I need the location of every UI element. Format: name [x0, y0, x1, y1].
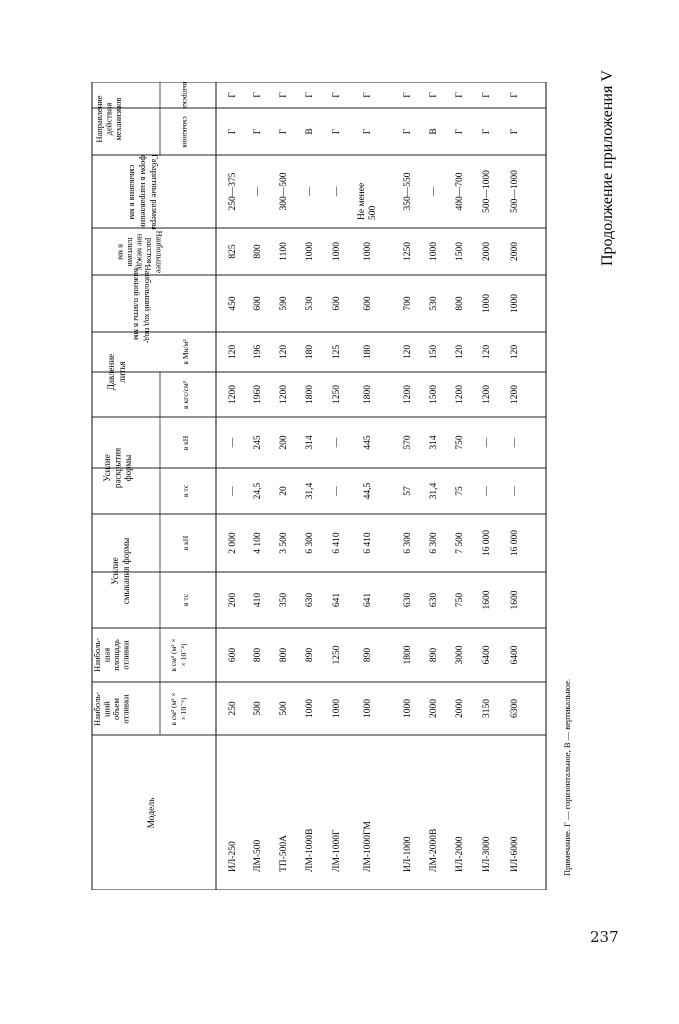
cell-dir2: Г — [403, 92, 413, 98]
cell-model: ИЛ-6000 — [510, 836, 520, 872]
header-opening-force: Усилие — [102, 454, 112, 482]
header-unit-kgs: в кгс/см² — [181, 381, 190, 409]
header-dir-eject: выпрска — [180, 82, 190, 109]
cell-dir2: Г — [482, 92, 492, 98]
equipment-table — [88, 82, 578, 890]
cell-stroke: 700 — [403, 296, 413, 311]
cell-open_ts: — — [332, 486, 342, 496]
cell-p_kgs: 1200 — [482, 385, 492, 404]
cell-open_kn: 200 — [279, 435, 289, 450]
cell-area: 890 — [305, 647, 315, 663]
cell-size: 500 — [368, 205, 378, 220]
cell-model: ЛМ-500 — [253, 839, 263, 872]
cell-dir2: Г — [253, 92, 263, 98]
header-distance: Наибольшее — [154, 230, 164, 274]
header-volume-unit: в см³ (м³ × — [169, 692, 178, 726]
cell-clamp_kn: 6 410 — [363, 532, 373, 554]
cell-dir2: Г — [363, 92, 373, 98]
cell-open_ts: 31,4 — [305, 482, 315, 500]
cell-open_ts: 24,5 — [253, 482, 263, 500]
cell-volume: 500 — [253, 701, 263, 716]
cell-model: ТП-500А — [279, 835, 289, 872]
cell-area: 6400 — [482, 645, 492, 665]
cell-clamp_kn: 16 000 — [510, 529, 520, 557]
cell-dist: 1250 — [403, 242, 413, 261]
table-footnote: Примечание. Г — горизонтальное, В — вертикальное. — [562, 678, 572, 876]
cell-p_mn: 125 — [332, 344, 342, 360]
cell-size: 400—700 — [455, 172, 465, 211]
header-opening-force: формы — [123, 454, 133, 482]
cell-p_mn: 120 — [228, 344, 238, 360]
cell-open_ts: 57 — [403, 486, 413, 496]
cell-clamp_kn: 7 500 — [455, 532, 465, 554]
cell-dist: 825 — [228, 244, 238, 259]
cell-area: 890 — [363, 647, 373, 663]
cell-size: 250—375 — [228, 172, 238, 211]
cell-p_mn: 120 — [279, 344, 289, 360]
page-title-text: Продолжение приложения V — [599, 70, 616, 266]
cell-size: — — [429, 186, 439, 197]
cell-clamp_kn: 6 410 — [332, 532, 342, 554]
cell-volume: 1000 — [363, 699, 373, 718]
cell-p_mn: 180 — [305, 344, 315, 360]
header-overall-size: форм в направлении — [139, 155, 150, 229]
cell-model: ЛМ-1000ГМ — [363, 821, 373, 872]
header-area: площадь — [111, 639, 121, 671]
cell-dir2: Г — [279, 92, 289, 98]
header-area-unit: × 10⁻⁴) — [179, 643, 188, 667]
cell-open_kn: — — [332, 437, 342, 448]
rotated-table-area — [88, 82, 578, 890]
cell-dir2: Г — [332, 92, 342, 98]
cell-size: — — [305, 186, 315, 197]
cell-dir1: Г — [510, 128, 520, 135]
cell-clamp_kn: 4 100 — [253, 532, 263, 554]
cell-p_kgs: 1500 — [429, 385, 439, 404]
cell-dir2: Г — [510, 92, 520, 98]
cell-volume: 500 — [279, 701, 289, 716]
cell-model: ИЛ-1000 — [403, 836, 413, 872]
cell-dir1: Г — [455, 128, 465, 135]
cell-clamp_ts: 630 — [305, 592, 315, 608]
header-volume: Наиболь- — [92, 692, 102, 726]
cell-volume: 2000 — [455, 699, 465, 718]
cell-clamp_ts: 750 — [455, 592, 465, 608]
cell-clamp_ts: 200 — [228, 592, 238, 608]
cell-dir2: Г — [228, 92, 238, 98]
cell-size: 500—1000 — [482, 170, 492, 213]
header-distance: плитами — [125, 237, 135, 267]
cell-p_mn: 120 — [455, 344, 465, 360]
cell-dir1: В — [305, 128, 315, 135]
cell-clamp_ts: 1600 — [482, 590, 492, 610]
cell-dir2: Г — [429, 92, 439, 98]
cell-dir1: Г — [363, 128, 373, 135]
cell-clamp_ts: 410 — [253, 592, 263, 608]
header-unit-ts: в тс — [181, 484, 190, 498]
cell-volume: 2000 — [429, 699, 439, 718]
cell-volume: 1000 — [305, 699, 315, 718]
cell-model: ИЛ-250 — [228, 841, 238, 872]
cell-volume: 3150 — [482, 699, 492, 718]
cell-dist: 1000 — [332, 242, 342, 261]
header-volume-unit: × 10⁻⁶) — [179, 697, 188, 721]
header-clamp-force: смыкания формы — [121, 537, 131, 605]
header-pressure: литья — [117, 361, 127, 383]
cell-stroke: 800 — [455, 296, 465, 311]
header-unit-ts: в тс — [181, 593, 190, 607]
cell-p_kgs: 1200 — [403, 385, 413, 404]
page-number: 237 — [590, 928, 619, 946]
cell-dir1: Г — [482, 128, 492, 135]
header-unit-kn: в кН — [181, 435, 190, 451]
cell-clamp_kn: 6 300 — [403, 532, 413, 554]
cell-open_kn: — — [482, 437, 492, 448]
cell-clamp_kn: 6 300 — [305, 532, 315, 554]
cell-open_kn: 314 — [429, 435, 439, 450]
cell-stroke: 1000 — [510, 294, 520, 313]
cell-model: ИЛ-2000 — [455, 836, 465, 872]
cell-open_ts: — — [228, 486, 238, 496]
cell-dir2: Г — [455, 92, 465, 98]
cell-clamp_ts: 350 — [279, 592, 289, 608]
cell-open_kn: — — [228, 437, 238, 448]
cell-volume: 1000 — [403, 699, 413, 718]
cell-p_mn: 150 — [429, 344, 439, 360]
cell-p_kgs: 1960 — [253, 385, 263, 404]
cell-stroke: 600 — [332, 296, 342, 311]
cell-model: ЛМ-1000В — [305, 828, 315, 872]
header-distance: расстоя- — [144, 237, 154, 267]
cell-area: 3000 — [455, 645, 465, 665]
cell-dir1: Г — [228, 128, 238, 135]
cell-stroke: 600 — [253, 296, 263, 311]
header-volume: ший — [101, 701, 112, 717]
cell-dist: 1000 — [305, 242, 315, 261]
header-dir-close: смыкания — [180, 116, 190, 148]
cell-clamp_kn: 2 000 — [228, 532, 238, 554]
cell-clamp_kn: 3 500 — [279, 532, 289, 554]
cell-dir2: Г — [305, 92, 315, 98]
header-distance: в мм — [116, 244, 126, 260]
cell-dist: 2000 — [482, 242, 492, 261]
cell-model: ЛМ-1000Г — [332, 829, 342, 872]
cell-p_kgs: 1200 — [279, 385, 289, 404]
cell-open_kn: 750 — [455, 435, 465, 450]
cell-model: ИЛ-3000 — [482, 836, 492, 872]
header-area-unit: в см² (м² × — [169, 638, 178, 672]
cell-open_ts: 75 — [455, 486, 465, 496]
cell-p_kgs: 1200 — [455, 385, 465, 404]
cell-p_kgs: 1800 — [305, 385, 315, 404]
cell-area: 800 — [279, 647, 289, 663]
cell-p_mn: 120 — [403, 344, 413, 360]
header-opening-force: раскрытия — [112, 447, 123, 489]
cell-p_kgs: 1250 — [332, 385, 342, 404]
cell-clamp_ts: 630 — [403, 592, 413, 608]
cell-dir1: Г — [403, 128, 413, 135]
cell-open_kn: 314 — [305, 435, 315, 450]
header-unit-mn: в Мн/м² — [181, 339, 190, 365]
page-title — [586, 30, 626, 270]
cell-dir1: В — [429, 128, 439, 135]
cell-clamp_ts: 641 — [363, 592, 373, 608]
cell-dist: 800 — [253, 244, 263, 259]
header-overall-size: Габаритные размеры — [150, 154, 161, 230]
cell-stroke: 600 — [363, 296, 373, 311]
cell-open_kn: — — [510, 437, 520, 448]
header-pressure: Давление — [106, 353, 116, 391]
cell-open_ts: 44,5 — [363, 482, 373, 500]
header-direction: механизмов — [113, 97, 123, 141]
header-area: Наиболь- — [92, 638, 102, 672]
cell-dist: 1500 — [455, 242, 465, 261]
cell-area: 6400 — [510, 645, 520, 665]
cell-stroke: 530 — [429, 296, 439, 311]
cell-open_kn: 570 — [403, 435, 413, 450]
cell-dir1: Г — [253, 128, 263, 135]
header-volume: объем — [111, 698, 121, 720]
header-area: отливки — [120, 640, 131, 670]
cell-dir1: Г — [279, 128, 289, 135]
cell-clamp_ts: 630 — [429, 592, 439, 608]
header-stroke: Наибольший ход под- — [143, 264, 154, 344]
cell-dist: 1000 — [429, 242, 439, 261]
cell-area: 890 — [429, 647, 439, 663]
cell-dist: 2000 — [510, 242, 520, 261]
cell-model: ЛМ-2000В — [429, 828, 439, 872]
cell-size: 300—500 — [279, 172, 289, 211]
cell-stroke: 450 — [228, 296, 238, 311]
header-direction: действия — [103, 102, 114, 136]
cell-stroke: 590 — [279, 296, 289, 311]
cell-clamp_ts: 641 — [332, 592, 342, 608]
cell-p_kgs: 1800 — [363, 385, 373, 404]
cell-open_ts: 20 — [279, 486, 289, 496]
cell-volume: 6300 — [510, 699, 520, 718]
cell-area: 1800 — [403, 645, 413, 665]
header-stroke: вижной плиты в мм — [132, 268, 143, 340]
cell-open_ts: — — [510, 486, 520, 496]
header-overall-size: смыкания в мм — [128, 164, 139, 220]
cell-dist: 1100 — [279, 242, 289, 261]
cell-open_ts: — — [482, 486, 492, 496]
header-unit-kn: в кН — [181, 535, 190, 551]
cell-clamp_kn: 6 300 — [429, 532, 439, 554]
cell-clamp_ts: 1600 — [510, 590, 520, 610]
cell-dist: 1000 — [363, 242, 373, 261]
cell-volume: 1000 — [332, 699, 342, 718]
cell-stroke: 530 — [305, 296, 315, 311]
cell-size: — — [332, 186, 342, 197]
header-direction: Направление — [94, 95, 104, 143]
cell-size: — — [253, 186, 263, 197]
cell-area: 800 — [253, 647, 263, 663]
cell-area: 1250 — [332, 645, 342, 665]
cell-open_ts: 31,4 — [429, 482, 439, 500]
cell-size: Не менее — [357, 182, 367, 220]
cell-dir1: Г — [332, 128, 342, 135]
cell-area: 600 — [228, 647, 238, 663]
cell-p_mn: 196 — [253, 344, 263, 360]
header-clamp-force: Усилие — [110, 557, 120, 585]
cell-p_kgs: 1200 — [510, 385, 520, 404]
header-area: шая — [101, 647, 112, 663]
header-model: Модель — [147, 797, 157, 829]
cell-p_kgs: 1200 — [228, 385, 238, 404]
header-volume: отливки — [120, 694, 131, 724]
cell-p_mn: 120 — [482, 344, 492, 360]
cell-open_kn: 245 — [253, 435, 263, 450]
header-distance: ние между — [135, 233, 145, 271]
cell-stroke: 1000 — [482, 294, 492, 313]
cell-size: 500—1000 — [510, 170, 520, 213]
cell-volume: 250 — [228, 701, 238, 716]
cell-clamp_kn: 16 000 — [482, 529, 492, 557]
cell-p_mn: 120 — [510, 344, 520, 360]
cell-size: 350—550 — [403, 172, 413, 211]
cell-open_kn: 445 — [363, 435, 373, 450]
cell-p_mn: 180 — [363, 344, 373, 360]
